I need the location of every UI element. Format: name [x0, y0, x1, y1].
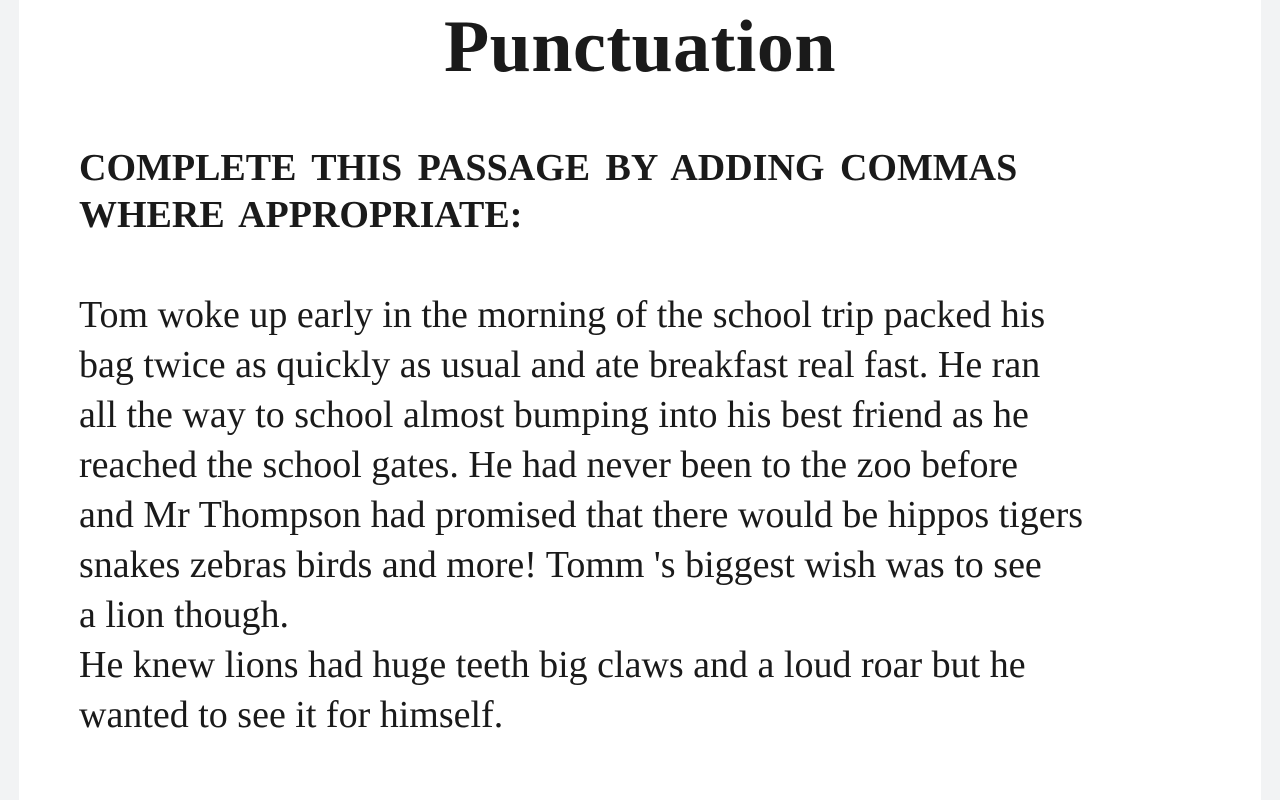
passage-paragraph-2	[79, 640, 1239, 740]
passage-line: bag twice as quickly as usual and ate breakfast real fast. He ran	[79, 344, 1041, 386]
passage-line: reached the school gates. He had never been to the zoo before	[79, 444, 1019, 486]
passage-line: and Mr Thompson had promised that there would be hippos tigers	[79, 494, 1084, 536]
instruction-heading	[79, 145, 1179, 239]
instruction-line: COMPLETE THIS PASSAGE BY ADDING COMMAS	[79, 147, 1018, 189]
instruction-line: WHERE APPROPRIATE:	[79, 194, 523, 236]
passage-line: He knew lions had huge teeth big claws and a loud roar but he	[79, 644, 1026, 686]
passage-line: Tom woke up early in the morning of the school trip packed his	[79, 294, 1046, 336]
passage-line: snakes zebras birds and more! Tomm 's biggest wish was to see	[79, 544, 1042, 586]
passage-line: wanted to see it for himself.	[79, 694, 504, 736]
passage-line: all the way to school almost bumping into his best friend as he	[79, 394, 1029, 436]
passage-line: a lion though.	[79, 594, 290, 636]
passage-text	[79, 290, 1239, 740]
page-title: Punctuation	[443, 6, 836, 88]
passage-paragraph-1	[79, 290, 1239, 640]
worksheet-page	[19, 0, 1261, 800]
